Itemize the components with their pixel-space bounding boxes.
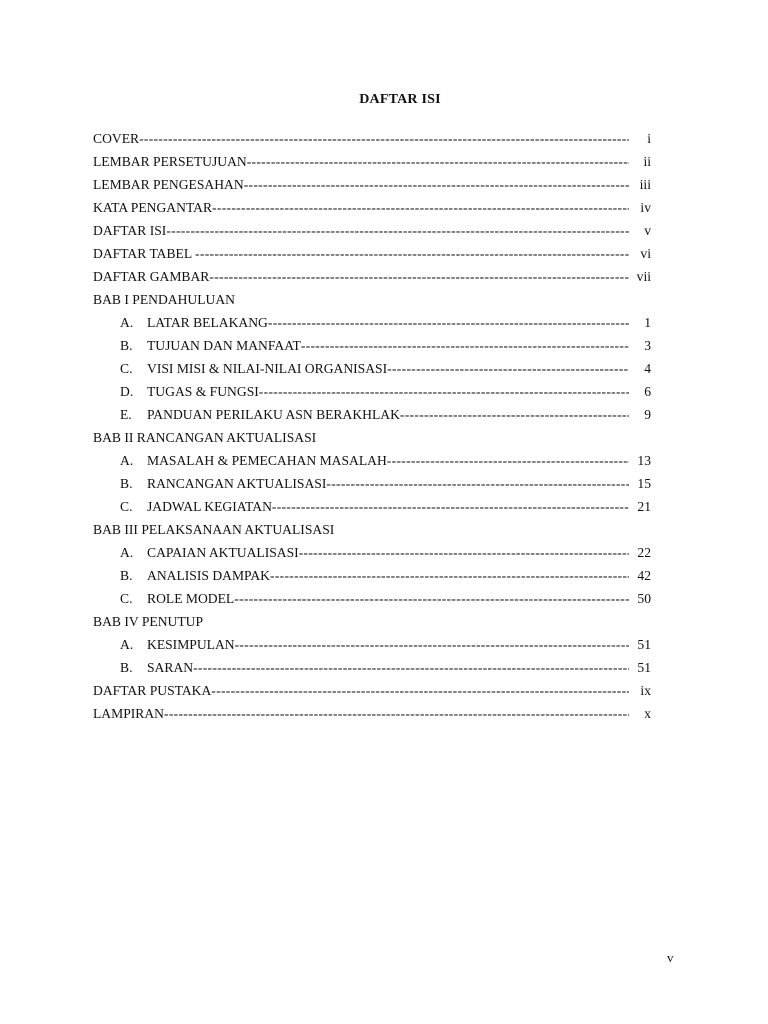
toc-entry-page: 50 <box>637 591 651 606</box>
toc-entry-page: x <box>644 706 651 721</box>
toc-entry-page: 22 <box>637 545 651 560</box>
toc-entry-page: 21 <box>637 499 651 514</box>
subentry-letter: E. <box>120 407 132 422</box>
page-title: DAFTAR ISI <box>359 92 441 107</box>
toc-entry-page: 3 <box>644 338 651 353</box>
toc-subentry <box>93 499 651 522</box>
toc-subentry <box>93 568 651 591</box>
dot-leader <box>387 453 629 469</box>
toc-entry-label: PANDUAN PERILAKU ASN BERAKHLAK <box>147 407 400 422</box>
toc-entry-label: LEMBAR PERSETUJUAN <box>93 154 247 169</box>
page-number: v <box>667 950 674 965</box>
toc-entry-page: 51 <box>637 637 651 652</box>
toc-subentry <box>93 591 651 614</box>
toc-entry-page: 15 <box>637 476 651 491</box>
subentry-letter: A. <box>120 637 134 652</box>
toc-entry-lampiran <box>93 706 651 729</box>
dot-leader <box>259 384 629 400</box>
toc-entry-daftar-gambar <box>93 269 651 292</box>
toc-entry-page: ii <box>643 154 651 169</box>
toc-entry-page: iv <box>640 200 651 215</box>
subentry-letter: C. <box>120 499 133 514</box>
subentry-letter: B. <box>120 568 133 583</box>
toc-subentry <box>93 407 651 430</box>
toc-subentry <box>93 453 651 476</box>
toc-entry-label: ANALISIS DAMPAK <box>147 568 270 583</box>
toc-entry-label: MASALAH & PEMECAHAN MASALAH <box>147 453 387 468</box>
toc-subentry <box>93 545 651 568</box>
dot-leader <box>270 568 629 584</box>
dot-leader <box>212 200 629 216</box>
dot-leader <box>247 154 629 170</box>
dot-leader <box>209 269 629 285</box>
dot-leader <box>195 246 629 262</box>
toc-entry-label: JADWAL KEGIATAN <box>147 499 272 514</box>
toc-entry-lembar-persetujuan <box>93 154 651 177</box>
dot-leader <box>387 361 629 377</box>
subentry-letter: D. <box>120 384 134 399</box>
chapter-heading-label: BAB III PELAKSANAAN AKTUALISASI <box>93 522 335 537</box>
toc-entry-label: TUJUAN DAN MANFAAT <box>147 338 301 353</box>
toc-subentry <box>93 361 651 384</box>
dot-leader <box>400 407 629 423</box>
subentry-letter: A. <box>120 453 134 468</box>
chapter-heading <box>93 292 651 315</box>
toc-entry-page: 4 <box>644 361 651 376</box>
toc-entry-label: DAFTAR ISI <box>93 223 167 238</box>
toc-entry-page: i <box>647 131 651 146</box>
toc-entry-page: vii <box>636 269 651 284</box>
toc-entry-label: ROLE MODEL <box>147 591 235 606</box>
toc-entry-page: 13 <box>637 453 651 468</box>
chapter-heading <box>93 522 651 545</box>
toc-entry-label: TUGAS & FUNGSI <box>147 384 259 399</box>
toc-entry-label: KATA PENGANTAR <box>93 200 213 215</box>
subentry-letter: C. <box>120 591 133 606</box>
subentry-letter: A. <box>120 315 134 330</box>
dot-leader <box>268 315 629 331</box>
toc-entry-page: iii <box>639 177 651 192</box>
chapter-heading <box>93 614 651 637</box>
toc-entry-label: KESIMPULAN <box>147 637 235 652</box>
toc-entry-page: ix <box>640 683 651 698</box>
dot-leader <box>272 499 629 515</box>
dot-leader <box>211 683 629 699</box>
toc-entry-daftar-pustaka <box>93 683 651 706</box>
toc-entry-kata-pengantar <box>93 200 651 223</box>
subentry-letter: B. <box>120 660 133 675</box>
subentry-letter: C. <box>120 361 133 376</box>
toc-entry-page: 1 <box>644 315 651 330</box>
toc-entry-label: RANCANGAN AKTUALISASI <box>147 476 327 491</box>
chapter-heading-label: BAB II RANCANGAN AKTUALISASI <box>93 430 317 445</box>
toc-subentry <box>93 660 651 683</box>
toc-subentry <box>93 384 651 407</box>
toc-entry-page: 42 <box>637 568 651 583</box>
toc-entry-cover <box>93 131 651 154</box>
dot-leader <box>326 476 629 492</box>
dot-leader <box>139 131 629 147</box>
toc-subentry <box>93 476 651 499</box>
toc-subentry <box>93 338 651 361</box>
dot-leader <box>244 177 629 193</box>
dot-leader <box>301 338 629 354</box>
toc-entry-label: LEMBAR PENGESAHAN <box>93 177 244 192</box>
chapter-heading <box>93 430 651 453</box>
toc-entry-page: 6 <box>644 384 651 399</box>
dot-leader <box>193 660 629 676</box>
toc-entry-label: SARAN <box>147 660 194 675</box>
toc-entry-label: LATAR BELAKANG <box>147 315 268 330</box>
toc-entry-label: VISI MISI & NILAI-NILAI ORGANISASI <box>147 361 388 376</box>
dot-leader <box>299 545 629 561</box>
toc-entry-label: CAPAIAN AKTUALISASI <box>147 545 299 560</box>
toc-entry-page: 51 <box>637 660 651 675</box>
toc-entry-lembar-pengesahan <box>93 177 651 200</box>
toc-entry-page: 9 <box>644 407 651 422</box>
toc-entry-daftar-tabel <box>93 246 651 269</box>
toc-entry-label: DAFTAR GAMBAR <box>93 269 210 284</box>
toc-entry-label: LAMPIRAN <box>93 706 164 721</box>
subentry-letter: B. <box>120 476 133 491</box>
subentry-letter: A. <box>120 545 134 560</box>
subentry-letter: B. <box>120 338 133 353</box>
toc-entry-daftar-isi <box>93 223 651 246</box>
dot-leader <box>235 637 629 653</box>
toc-entry-label: DAFTAR PUSTAKA <box>93 683 212 698</box>
dot-leader <box>234 591 629 607</box>
toc-entry-page: v <box>644 223 651 238</box>
toc-subentry <box>93 637 651 660</box>
toc-entry-label: COVER <box>93 131 140 146</box>
toc-entry-page: vi <box>640 246 651 261</box>
toc-subentry <box>93 315 651 338</box>
dot-leader <box>166 223 629 239</box>
chapter-heading-label: BAB IV PENUTUP <box>93 614 204 629</box>
dot-leader <box>164 706 629 722</box>
table-of-contents <box>93 131 651 729</box>
chapter-heading-label: BAB I PENDAHULUAN <box>93 292 235 307</box>
toc-entry-label: DAFTAR TABEL <box>93 246 196 261</box>
